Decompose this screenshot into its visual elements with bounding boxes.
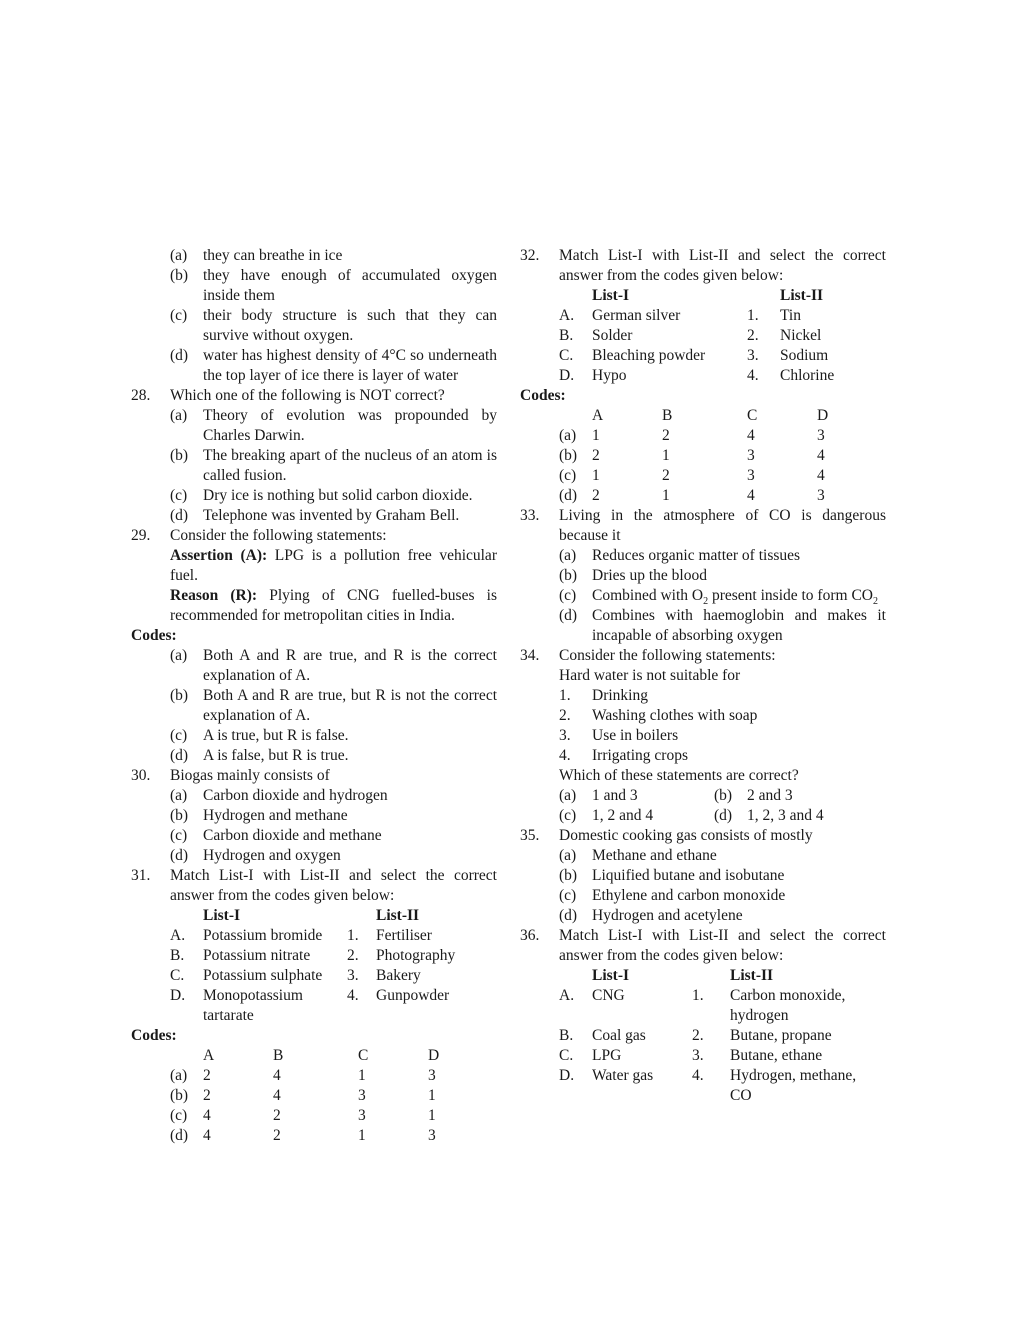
q28-option-b: (b) The breaking apart of the nucleus of an atom is called fusion. [170, 447, 497, 484]
q29-reason: Reason (R): Plying of CNG fuelled-buses is recommended for metropolitan cities in India. [170, 587, 497, 624]
q31-code-row: (c) 4 2 3 1 [170, 1107, 436, 1124]
q31-list-header: List-I List-II [203, 907, 420, 924]
q29-option-b: (b) Both A and R are true, but R is not the correct explanation of A. [170, 687, 497, 724]
q36-list-row: B. Coal gas 2. Butane, propane [559, 1027, 832, 1044]
q28-option-a: (a) Theory of evolution was propounded by Charles Darwin. [170, 407, 497, 444]
q34-statement: 3. Use in boilers [559, 727, 679, 744]
q30-stem: 30. Biogas mainly consists of [131, 767, 330, 784]
q34-stem: 34. Consider the following statements: [520, 647, 776, 664]
q34-statement: 4. Irrigating crops [559, 747, 688, 764]
q36-stem: 36. Match List-I with List-II and select the correct answer from the codes given below: [520, 927, 886, 964]
q32-code-row: (c) 1 2 3 4 [559, 467, 825, 484]
q31-list-row: C. Potassium sulphate 3. Bakery [170, 967, 421, 984]
q27-option-d: (d) water has highest density of 4°C so underneath the top layer of ice there is layer of water [170, 347, 497, 384]
q32-codes-header: A B C D [592, 407, 829, 424]
q33-option-d: (d) Combines with haemoglobin and makes it incapable of absorbing oxygen [559, 607, 886, 644]
q31-stem: 31. Match List-I with List-II and select the correct answer from the codes given below: [131, 867, 497, 904]
q30-option-c: (c) Carbon dioxide and methane [170, 827, 382, 844]
q32-code-row: (b) 2 1 3 4 [559, 447, 825, 464]
q34-statement: 1. Drinking [559, 687, 648, 704]
q28-option-c: (c) Dry ice is nothing but solid carbon dioxide. [170, 487, 473, 504]
q32-list-header: List-I List-II [592, 287, 824, 304]
q27-option-b: (b) they have enough of accumulated oxygen inside them [170, 267, 497, 304]
q34-subtext: Hard water is not suitable for [559, 667, 741, 684]
q31-list-row: B. Potassium nitrate 2. Photography [170, 947, 456, 964]
q36-list-header: List-I List-II [592, 967, 774, 984]
q29-assertion: Assertion (A): LPG is a pollution free vehicular fuel. [170, 547, 497, 584]
q31-list-row: D. Monopotassium tartarate 4. Gunpowder [170, 987, 450, 1024]
q30-option-d: (d) Hydrogen and oxygen [170, 847, 341, 864]
q36-list-row: C. LPG 3. Butane, ethane [559, 1047, 823, 1064]
q35-option-c: (c) Ethylene and carbon monoxide [559, 887, 786, 904]
q30-option-b: (b) Hydrogen and methane [170, 807, 348, 824]
q35-option-a: (a) Methane and ethane [559, 847, 717, 864]
q31-code-row: (d) 4 2 1 3 [170, 1127, 436, 1144]
q34-options-row: (a) 1 and 3 (b) 2 and 3 [559, 787, 793, 804]
q28-option-d: (d) Telephone was invented by Graham Bell. [170, 507, 460, 524]
q30-option-a: (a) Carbon dioxide and hydrogen [170, 787, 388, 804]
q29-option-c: (c) A is true, but R is false. [170, 727, 349, 744]
q31-list-row: A. Potassium bromide 1. Fertiliser [170, 927, 432, 944]
q32-code-row: (d) 2 1 4 3 [559, 487, 825, 504]
q32-code-row: (a) 1 2 4 3 [559, 427, 825, 444]
q32-codes-label: Codes: [520, 387, 566, 404]
q35-stem: 35. Domestic cooking gas consists of mostly [520, 827, 813, 844]
q29-option-a: (a) Both A and R are true, and R is the correct explanation of A. [170, 647, 497, 684]
q29-stem: 29. Consider the following statements: [131, 527, 387, 544]
q32-list-row: D. Hypo 4. Chlorine [559, 367, 835, 384]
q36-list-row: A. CNG 1. Carbon monoxide, hydrogen [559, 987, 846, 1024]
q31-codes-label: Codes: [131, 1027, 177, 1044]
q32-list-row: A. German silver 1. Tin [559, 307, 801, 324]
q36-list-row: D. Water gas 4. Hydrogen, methane, CO [559, 1067, 857, 1104]
q31-code-row: (b) 2 4 3 1 [170, 1087, 436, 1104]
left-column [131, 246, 497, 1146]
q31-code-row: (a) 2 4 1 3 [170, 1067, 436, 1084]
q32-list-row: C. Bleaching powder 3. Sodium [559, 347, 829, 364]
q32-stem: 32. Match List-I with List-II and select the correct answer from the codes given below: [520, 247, 886, 284]
q31-codes-header: A B C D [203, 1047, 440, 1064]
q32-list-row: B. Solder 2. Nickel [559, 327, 822, 344]
q35-option-d: (d) Hydrogen and acetylene [559, 907, 743, 924]
q33-option-b: (b) Dries up the blood [559, 567, 707, 584]
q33-option-c: (c) Combined with $O_2$ present inside to form $CO_2$ [559, 587, 878, 607]
q35-option-b: (b) Liquified butane and isobutane [559, 867, 785, 884]
right-column [520, 246, 886, 1106]
q28-stem: 28. Which one of the following is NOT correct? [131, 387, 445, 404]
q33-option-a: (a) Reduces organic matter of tissues [559, 547, 801, 564]
q27-option-c: (c) their body structure is such that they can survive without oxygen. [170, 307, 497, 344]
q29-codes-label: Codes: [131, 627, 177, 644]
q33-stem: 33. Living in the atmosphere of CO is dangerous because it [520, 507, 886, 544]
q29-option-d: (d) A is false, but R is true. [170, 747, 349, 764]
q34-statement: 2. Washing clothes with soap [559, 707, 758, 724]
q34-question: Which of these statements are correct? [559, 767, 799, 784]
q27-option-a: (a) they can breathe in ice [170, 247, 343, 264]
q34-options-row: (c) 1, 2 and 4 (d) 1, 2, 3 and 4 [559, 807, 824, 824]
